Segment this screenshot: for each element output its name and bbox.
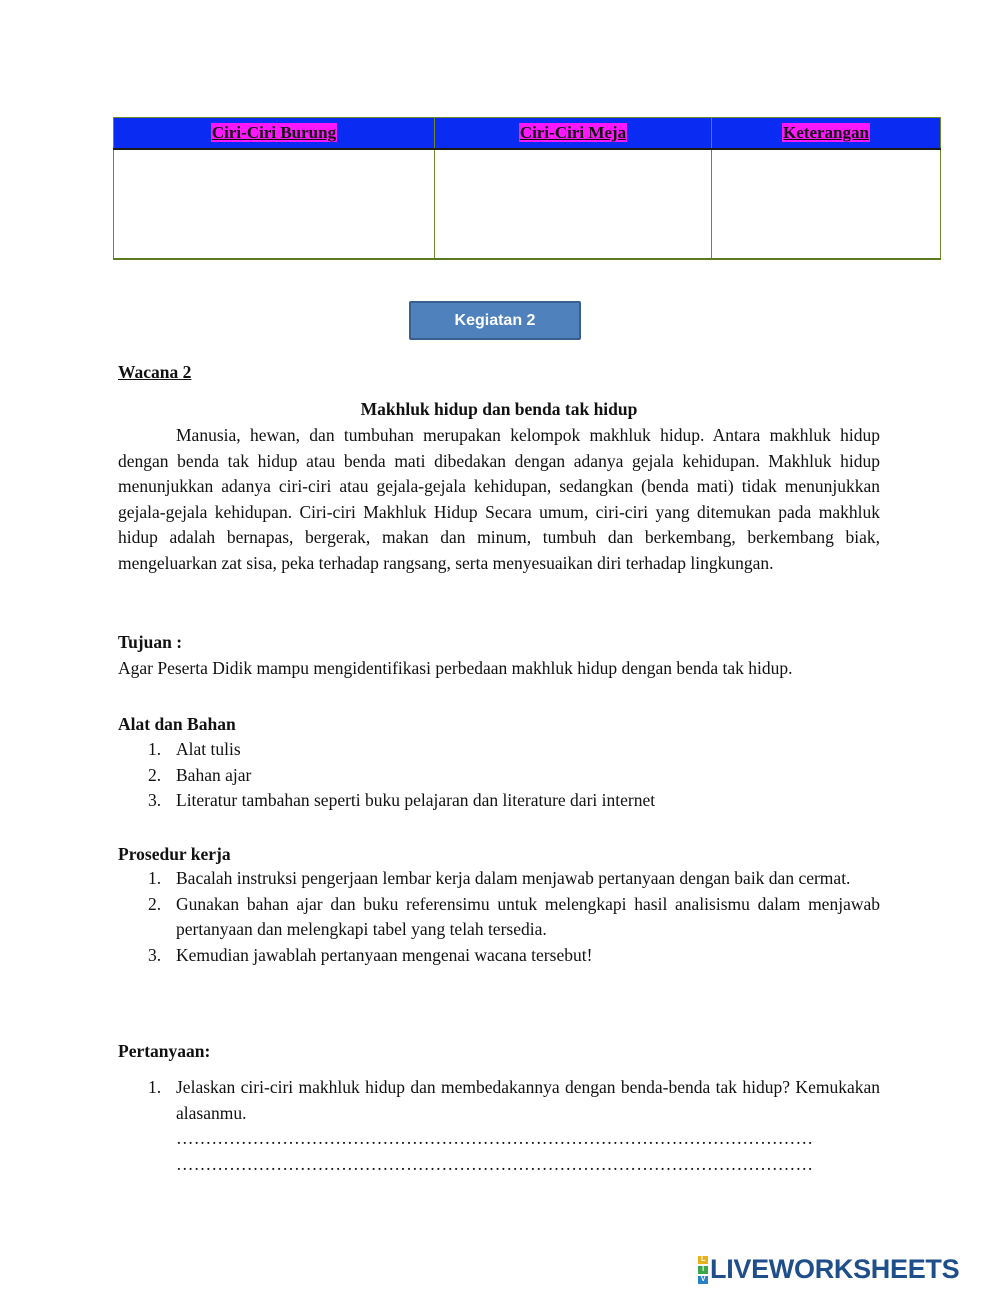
questions-list	[118, 1075, 880, 1126]
logo-text: LIVEWORKSHEETS	[710, 1254, 960, 1285]
table-header-cell	[435, 118, 712, 150]
tools-list	[118, 737, 880, 814]
list-item: 2. Gunakan bahan ajar dan buku referensimu untuk melengkapi hasil analisismu dalam menjawab pertanyaan dan melengkapi tabel yang telah tersedia.	[148, 893, 880, 939]
answer-line-2[interactable]: ………………………………………………………………………………………………	[176, 1154, 814, 1174]
list-item: 2. Bahan ajar	[148, 764, 252, 785]
answer-cell-bird[interactable]	[114, 149, 435, 259]
answer-cell-table[interactable]	[435, 149, 712, 259]
table-header-row	[114, 118, 941, 150]
header-bird-traits: Ciri-Ciri Burung	[211, 123, 337, 143]
list-item: 1. Jelaskan ciri-ciri makhluk hidup dan membedakannya dengan benda-benda tak hidup? Kemukakan alasanmu.	[148, 1077, 880, 1123]
comparison-table	[113, 117, 941, 260]
goal-text: Agar Peserta Didik mampu mengidentifikasi perbedaan makhluk hidup dengan benda tak hidup.	[118, 658, 793, 678]
liveworksheets-logo	[698, 1256, 959, 1284]
table-header-cell	[114, 118, 435, 150]
reading-title: Makhluk hidup dan benda tak hidup	[360, 399, 638, 419]
answer-line-1[interactable]: ………………………………………………………………………………………………	[176, 1128, 814, 1148]
list-item: 3. Kemudian jawablah pertanyaan mengenai wacana tersebut!	[148, 944, 593, 965]
list-item: 3. Literatur tambahan seperti buku pelajaran dan literature dari internet	[148, 790, 656, 810]
procedure-heading: Prosedur kerja	[118, 844, 231, 864]
list-item: 1. Alat tulis	[148, 739, 241, 759]
activity-button: Kegiatan 2	[409, 301, 581, 340]
procedure-list	[118, 866, 880, 968]
header-table-traits: Ciri-Ciri Meja	[519, 123, 627, 143]
reading-body-text: Manusia, hewan, dan tumbuhan merupakan kelompok makhluk hidup. Antara makhluk hidup dengan benda tak hidup atau benda mati dibedakan dengan adanya gejala kehidupan. Makhluk hidup menunjukkan adanya ciri-ciri atau gejala-gejala kehidupan, sedangkan (benda mati) tidak menunjukkan gejala-gejala kehidupan. Ciri-ciri Makhluk Hidup Secara umum, ciri-ciri yang ditemukan pada makhluk hidup adalah bernapas, bergerak, makan dan minum, tumbuh dan berkembang, berkembang biak, mengeluarkan zat sisa, peka terhadap rangsang, serta menyesuaikan diri terhadap lingkungan.	[118, 425, 880, 573]
reading-label: Wacana 2	[118, 362, 192, 382]
logo-mark-icon: L I V	[698, 1255, 708, 1285]
header-notes: Keterangan	[783, 123, 869, 143]
table-row	[114, 149, 941, 259]
reading-body	[118, 423, 880, 576]
list-item: 1. Bacalah instruksi pengerjaan lembar kerja dalam menjawab pertanyaan dengan baik dan cermat.	[148, 868, 851, 888]
answer-cell-notes[interactable]	[712, 149, 941, 259]
table-header-cell	[712, 118, 941, 150]
questions-heading: Pertanyaan:	[118, 1041, 211, 1061]
tools-heading: Alat dan Bahan	[118, 714, 236, 734]
goal-heading: Tujuan :	[118, 632, 183, 652]
